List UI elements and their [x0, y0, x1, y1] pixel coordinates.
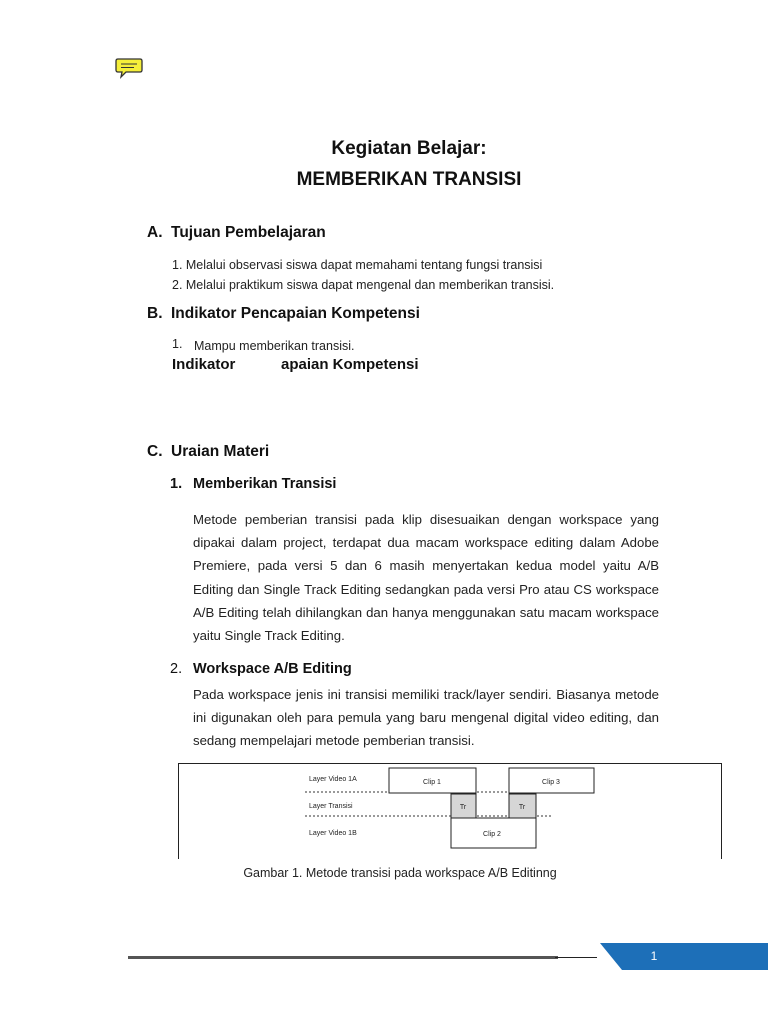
transition-2-label: Tr [518, 804, 526, 811]
subsection-1-number: 1. [170, 476, 183, 492]
section-b-overlay-left: Indikator [172, 356, 236, 373]
clip-1-label: Clip 1 [423, 779, 441, 786]
ab-editing-diagram [179, 764, 721, 859]
section-b-item-text: Mampu memberikan transisi. [194, 339, 355, 353]
subsection-2-number: 2. [170, 661, 183, 677]
section-c-heading [147, 443, 269, 461]
section-c-letter: C. [147, 443, 163, 460]
subsection-1-text: Metode pemberian transisi pada klip disesuaikan dengan workspace yang dipakai dalam project, terdapat dua macam workspace editing dalam Adobe Premiere, pada versi 5 dan 6 masih menyertakan kedua model yaitu A/B Editing dan Single Track Editing sedangkan pada versi Pro atau CS workspace A/B Editing telah dihilangkan dan hanya menggunakan satu macam workspace yaitu Single Track Editing. [193, 512, 659, 644]
page-number-badge [600, 943, 768, 970]
subsection-2-text: Pada workspace jenis ini transisi memiliki track/layer sendiri. Biasanya metode ini digunakan oleh para pemula yang baru mengenal digital video editing, dan sedang mempelajari metode pemberian transisi. [193, 687, 659, 749]
section-b-letter: B. [147, 305, 163, 322]
section-a-letter: A. [147, 224, 163, 241]
figure-ab-editing [178, 763, 722, 859]
page-title: Kegiatan Belajar: [331, 138, 487, 159]
page-number: 1 [650, 949, 658, 963]
section-a-item-1: 1. Melalui observasi siswa dapat memahami tentang fungsi transisi [172, 258, 543, 272]
subsection-2-paragraph [193, 683, 659, 753]
subsection-1-title: Memberikan Transisi [193, 476, 337, 492]
section-a-title: Tujuan Pembelajaran [171, 224, 326, 241]
track-label-transisi: Layer Transisi [309, 803, 353, 810]
section-a-heading [147, 224, 326, 242]
section-b-title: Indikator Pencapaian Kompetensi [171, 305, 420, 322]
subsection-2-title: Workspace A/B Editing [193, 661, 352, 677]
figure-caption: Gambar 1. Metode transisi pada workspace A/B Editinng [243, 866, 557, 880]
section-a-item-2: 2. Melalui praktikum siswa dapat mengenal dan memberikan transisi. [172, 278, 555, 292]
comment-icon[interactable] [114, 56, 144, 80]
subsection-1-paragraph [193, 508, 659, 647]
track-label-video-1b: Layer Video 1B [309, 830, 357, 837]
clip-3-label: Clip 3 [542, 779, 560, 786]
section-b-item-number: 1. [172, 337, 183, 351]
footer-rule [128, 956, 558, 959]
transition-1-label: Tr [459, 804, 467, 811]
section-b-heading [147, 305, 420, 323]
section-b-overlay-right: apaian Kompetensi [281, 356, 419, 373]
track-label-video-1a: Layer Video 1A [309, 776, 357, 783]
clip-2-label: Clip 2 [483, 831, 501, 838]
section-c-title: Uraian Materi [171, 443, 270, 460]
footer-rule-thin [555, 957, 597, 958]
page-subtitle: MEMBERIKAN TRANSISI [296, 169, 522, 190]
